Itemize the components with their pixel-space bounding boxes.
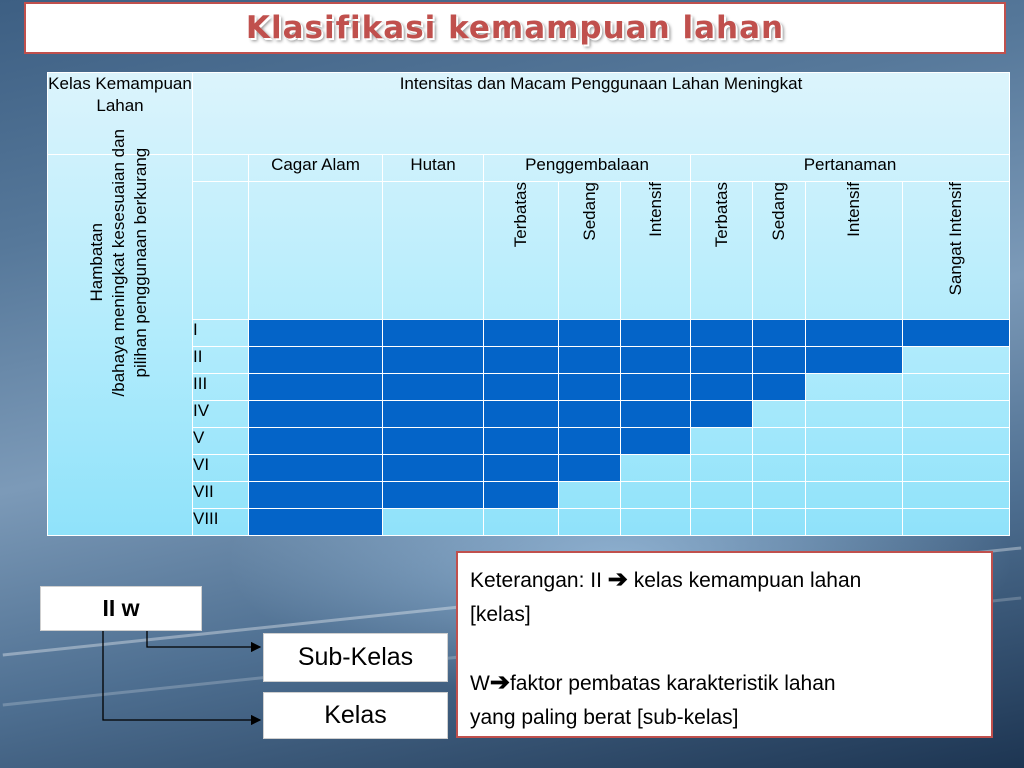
arrow-right-icon: ➔ — [489, 669, 510, 696]
classification-table — [47, 72, 1010, 536]
suitable-use-cell — [484, 454, 559, 481]
subkelas-box — [263, 633, 448, 682]
note-text: W — [470, 672, 490, 695]
unsuitable-use-cell — [753, 427, 806, 454]
suitable-use-cell — [484, 319, 559, 346]
unsuitable-use-cell — [621, 508, 691, 535]
suitable-use-cell — [249, 454, 383, 481]
kelas-connector-arrow — [103, 631, 260, 720]
class-label: IV — [193, 400, 249, 427]
subcol-pertanaman-sedang — [753, 182, 806, 319]
title-box — [24, 2, 1006, 54]
side-label-line: /bahaya meningkat kesesuaian dan — [108, 129, 128, 397]
suitable-use-cell — [621, 346, 691, 373]
unsuitable-use-cell — [753, 481, 806, 508]
class-row — [48, 427, 1010, 454]
unsuitable-use-cell — [806, 373, 903, 400]
subcol-penggembalaan-terbatas — [484, 182, 559, 319]
class-label: I — [193, 319, 249, 346]
suitable-use-cell — [383, 400, 484, 427]
subcol-penggembalaan-intensif — [621, 182, 691, 319]
empty-cell — [193, 182, 249, 319]
class-row — [48, 400, 1010, 427]
empty-cell — [383, 182, 484, 319]
example-code-box — [40, 586, 202, 631]
unsuitable-use-cell — [806, 400, 903, 427]
suitable-use-cell — [484, 346, 559, 373]
note-line: yang paling berat [sub-kelas] — [470, 706, 739, 729]
subcolumn-header-row — [48, 182, 1010, 319]
suitable-use-cell — [383, 346, 484, 373]
suitable-use-cell — [806, 319, 903, 346]
subcol-label: Intensif — [645, 182, 665, 238]
class-row — [48, 481, 1010, 508]
unsuitable-use-cell — [806, 454, 903, 481]
example-code: II w — [102, 595, 140, 621]
note-line: [kelas] — [470, 603, 531, 626]
suitable-use-cell — [559, 454, 621, 481]
unsuitable-use-cell — [559, 481, 621, 508]
group-header-row — [48, 155, 1010, 182]
unsuitable-use-cell — [806, 508, 903, 535]
class-row — [48, 508, 1010, 535]
intensity-header-label: Intensitas dan Macam Penggunaan Lahan Meningkat — [399, 74, 803, 93]
unsuitable-use-cell — [903, 427, 1010, 454]
suitable-use-cell — [753, 373, 806, 400]
side-label-line: pilihan penggunaan berkurang — [130, 148, 150, 378]
class-label: VI — [193, 454, 249, 481]
classification-table-container — [47, 72, 1009, 536]
subcol-penggembalaan-sedang — [559, 182, 621, 319]
suitable-use-cell — [249, 400, 383, 427]
suitable-use-cell — [559, 400, 621, 427]
note-text: kelas kemampuan lahan — [627, 569, 862, 592]
suitable-use-cell — [383, 319, 484, 346]
suitable-use-cell — [691, 319, 753, 346]
corner-header-cell — [48, 73, 193, 155]
unsuitable-use-cell — [806, 481, 903, 508]
unsuitable-use-cell — [903, 400, 1010, 427]
suitable-use-cell — [691, 346, 753, 373]
unsuitable-use-cell — [559, 508, 621, 535]
class-row — [48, 319, 1010, 346]
suitable-use-cell — [621, 427, 691, 454]
suitable-use-cell — [484, 373, 559, 400]
subcol-label: Sangat Intensif — [946, 182, 966, 296]
unsuitable-use-cell — [903, 508, 1010, 535]
corner-header-label: Kelas Kemampuan Lahan — [48, 74, 192, 115]
suitable-use-cell — [249, 508, 383, 535]
suitable-use-cell — [753, 346, 806, 373]
class-row — [48, 454, 1010, 481]
subcol-pertanaman-sangat-intensif — [903, 182, 1010, 319]
suitable-use-cell — [691, 400, 753, 427]
intensity-header-cell — [193, 73, 1010, 155]
suitable-use-cell — [691, 373, 753, 400]
unsuitable-use-cell — [691, 427, 753, 454]
unsuitable-use-cell — [753, 400, 806, 427]
unsuitable-use-cell — [484, 508, 559, 535]
subcol-label: Sedang — [579, 182, 599, 241]
unsuitable-use-cell — [806, 427, 903, 454]
kelas-label: Kelas — [324, 701, 387, 729]
suitable-use-cell — [383, 373, 484, 400]
page-title: Klasifikasi kemampuan lahan — [245, 10, 785, 46]
side-label-line: Hambatan — [86, 223, 106, 303]
class-row — [48, 373, 1010, 400]
note-line — [470, 666, 979, 701]
suitable-use-cell — [621, 319, 691, 346]
suitable-use-cell — [621, 400, 691, 427]
suitable-use-cell — [249, 427, 383, 454]
subcol-label: Intensif — [844, 182, 863, 238]
suitable-use-cell — [383, 454, 484, 481]
note-line — [470, 563, 979, 598]
class-label: VIII — [193, 508, 249, 535]
unsuitable-use-cell — [903, 454, 1010, 481]
subcol-pertanaman-terbatas — [691, 182, 753, 319]
suitable-use-cell — [559, 346, 621, 373]
suitable-use-cell — [559, 373, 621, 400]
suitable-use-cell — [249, 319, 383, 346]
unsuitable-use-cell — [753, 508, 806, 535]
suitable-use-cell — [903, 319, 1010, 346]
suitable-use-cell — [249, 373, 383, 400]
subcol-label: Sedang — [769, 182, 788, 241]
header-row — [48, 73, 1010, 155]
note-text: Keterangan: II — [470, 569, 608, 592]
unsuitable-use-cell — [621, 454, 691, 481]
suitable-use-cell — [559, 319, 621, 346]
group-header-penggembalaan: Penggembalaan — [484, 155, 691, 182]
suitable-use-cell — [249, 481, 383, 508]
unsuitable-use-cell — [903, 481, 1010, 508]
suitable-use-cell — [484, 400, 559, 427]
unsuitable-use-cell — [753, 454, 806, 481]
class-label: V — [193, 427, 249, 454]
suitable-use-cell — [249, 346, 383, 373]
unsuitable-use-cell — [621, 481, 691, 508]
subcol-pertanaman-intensif — [806, 182, 903, 319]
note-text: faktor pembatas karakteristik lahan — [509, 672, 836, 695]
suitable-use-cell — [484, 427, 559, 454]
suitable-use-cell — [383, 427, 484, 454]
class-label: III — [193, 373, 249, 400]
side-label-cell — [48, 155, 193, 536]
empty-cell — [193, 155, 249, 182]
subcol-label: Terbatas — [511, 182, 530, 248]
subkelas-label: Sub-Kelas — [297, 643, 414, 671]
unsuitable-use-cell — [691, 454, 753, 481]
suitable-use-cell — [559, 427, 621, 454]
class-label: VII — [193, 481, 249, 508]
suitable-use-cell — [806, 346, 903, 373]
unsuitable-use-cell — [383, 508, 484, 535]
unsuitable-use-cell — [903, 346, 1010, 373]
class-label: II — [193, 346, 249, 373]
suitable-use-cell — [484, 481, 559, 508]
group-header-pertanaman: Pertanaman — [691, 155, 1010, 182]
unsuitable-use-cell — [691, 481, 753, 508]
class-row — [48, 346, 1010, 373]
group-header-cagar-alam: Cagar Alam — [249, 155, 383, 182]
unsuitable-use-cell — [691, 508, 753, 535]
suitable-use-cell — [753, 319, 806, 346]
group-header-hutan: Hutan — [383, 155, 484, 182]
empty-cell — [249, 182, 383, 319]
subcol-label: Terbatas — [711, 182, 731, 248]
unsuitable-use-cell — [903, 373, 1010, 400]
suitable-use-cell — [383, 481, 484, 508]
note-spacer — [470, 632, 979, 666]
suitable-use-cell — [621, 373, 691, 400]
explanation-box — [456, 551, 993, 738]
arrow-right-icon: ➔ — [607, 566, 628, 593]
kelas-box — [263, 692, 448, 739]
